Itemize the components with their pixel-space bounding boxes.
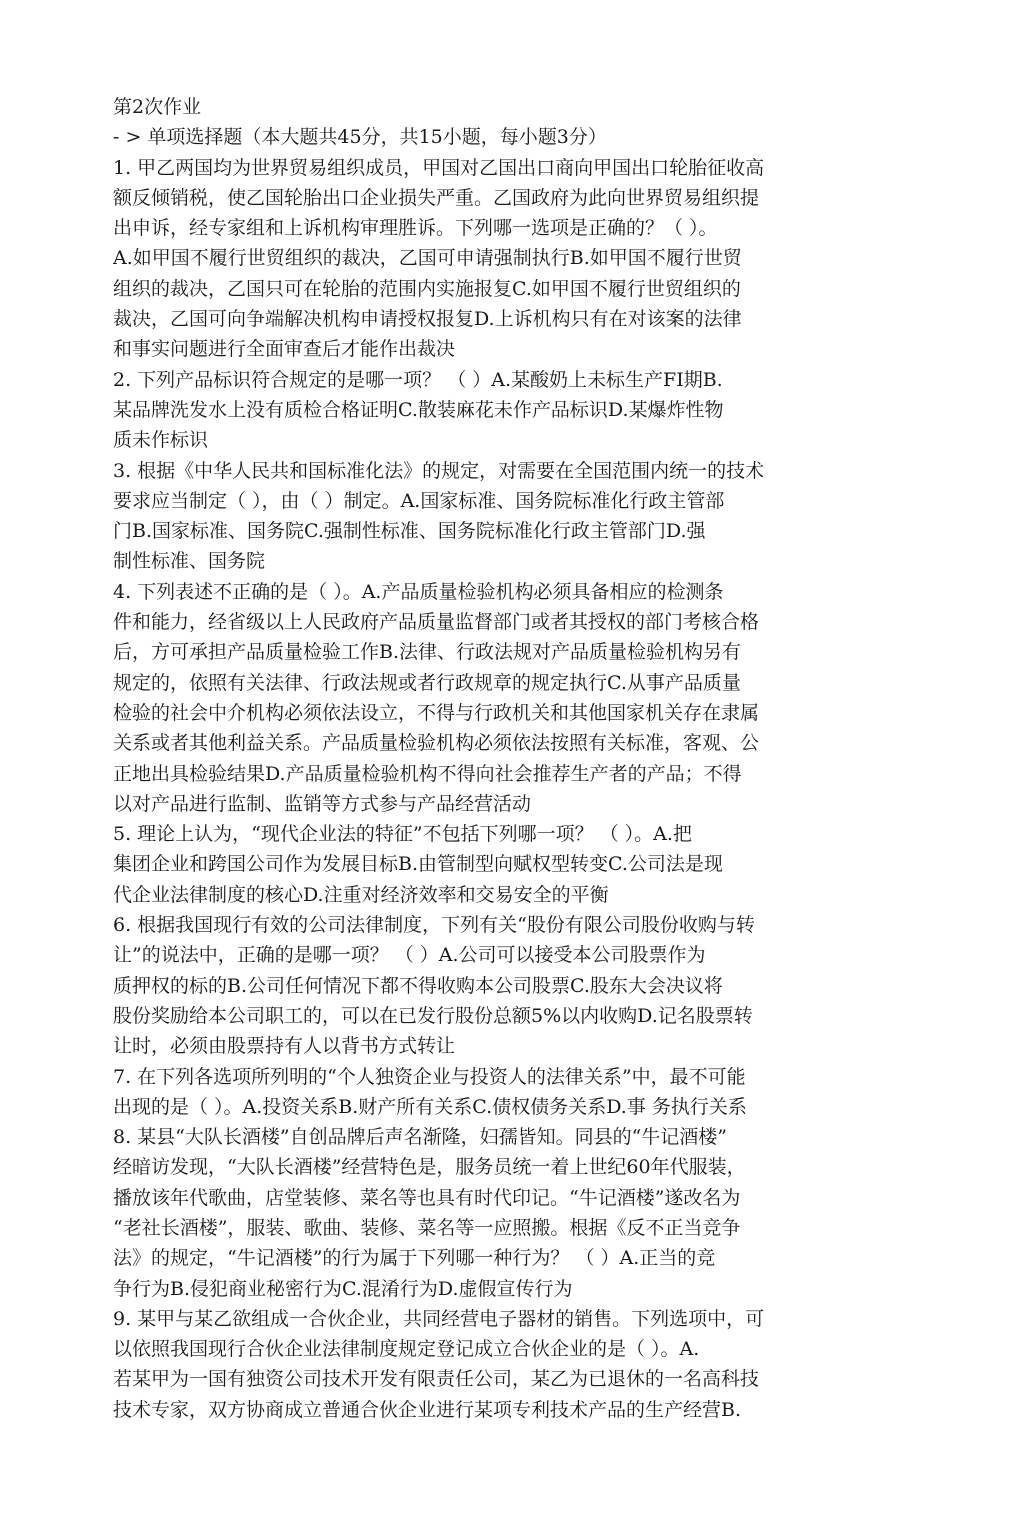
text-line: 以依照我国现行合伙企业法律制度规定登记成立合伙企业的是（ ）。A. — [113, 1338, 700, 1361]
text-line: 让”的说法中，正确的是哪一项？ （ ）A.公司可以接受本公司股票作为 — [113, 944, 706, 967]
text-line: 法》的规定，“牛记酒楼”的行为属于下列哪一种行为？ （ ）A.正当的竞 — [113, 1247, 716, 1270]
text-line: 组织的裁决，乙国只可在轮胎的范围内实施报复C.如甲国不履行世贸组织的 — [113, 277, 741, 300]
text-line: 出现的是（ ）。A.投资关系B.财产所有关系C.债权债务关系D.事 务执行关系 — [113, 1095, 747, 1118]
text-line: 5. 理论上认为，“现代企业法的特征”不包括下列哪一项？ （ ）。A.把 — [113, 823, 692, 846]
text-line: 9. 某甲与某乙欲组成一合伙企业，共同经营电子器材的销售。下列选项中，可 — [113, 1307, 765, 1330]
text-line: 2. 下列产品标识符合规定的是哪一项？ （ ）A.某酸奶上未标生产FI期B. — [113, 368, 723, 391]
text-line: 7. 在下列各选项所列明的“个人独资企业与投资人的法律关系”中，最不可能 — [113, 1065, 746, 1088]
text-line: 技术专家，双方协商成立普通合伙企业进行某项专利技术产品的生产经营B. — [113, 1398, 742, 1421]
text-line: 门B.国家标准、国务院C.强制性标准、国务院标准化行政主管部门D.强 — [113, 520, 706, 543]
text-line: 某品牌洗发水上没有质检合格证明C.散装麻花未作产品标识D.某爆炸性物 — [113, 398, 724, 421]
text-line: 8. 某县“大队长酒楼”自创品牌后声名渐隆，妇孺皆知。同县的“牛记酒楼” — [113, 1126, 728, 1149]
text-line: 质未作标识 — [113, 429, 209, 452]
text-line: 制性标准、国务院 — [113, 550, 266, 573]
document-page — [113, 92, 893, 1425]
text-line: 要求应当制定（ ），由（ ）制定。A.国家标准、国务院标准化行政主管部 — [113, 489, 725, 512]
text-line: 正地出具检验结果D.产品质量检验机构不得向社会推荐生产者的产品；不得 — [113, 762, 742, 785]
text-line: 经暗访发现，“大队长酒楼”经营特色是，服务员统一着上世纪60年代服装， — [113, 1156, 746, 1179]
document-title: 第2次作业 — [113, 96, 202, 118]
text-line: 以对产品进行监制、监销等方式参与产品经营活动 — [113, 792, 532, 815]
text-line: 出申诉，经专家组和上诉机构审理胜诉。下列哪一选项是正确的？（ ）。 — [113, 217, 718, 240]
text-line: 检验的社会中介机构必须依法设立，不得与行政机关和其他国家机关存在隶属 — [113, 701, 760, 724]
text-line: 规定的，依照有关法律、行政法规或者行政规章的规定执行C.从事产品质量 — [113, 671, 741, 694]
text-line: 代企业法律制度的核心D.注重对经济效率和交易安全的平衡 — [113, 883, 609, 906]
text-line: “老社长酒楼”，服装、歌曲、装修、菜名等一应照搬。根据《反不正当竞争 — [113, 1216, 741, 1239]
text-line: A.如甲国不履行世贸组织的裁决，乙国可申请强制执行B.如甲国不履行世贸 — [113, 247, 742, 270]
text-line: 裁决，乙国可向争端解决机构申请授权报复D.上诉机构只有在对该案的法律 — [113, 308, 742, 331]
text-line: 6. 根据我国现行有效的公司法律制度，下列有关“股份有限公司股份收购与转 — [113, 914, 755, 937]
text-line: 和事实问题进行全面审查后才能作出裁决 — [113, 338, 456, 361]
section-heading: - > 单项选择题（本大题共45分，共15小题，每小题3分） — [113, 126, 607, 149]
question-list — [113, 153, 893, 1425]
text-line: 关系或者其他利益关系。产品质量检验机构必须依法按照有关标准，客观、公 — [113, 732, 760, 755]
text-line: 质押权的标的B.公司任何情况下都不得收购本公司股票C.股东大会决议将 — [113, 974, 723, 997]
text-line: 股份奖励给本公司职工的，可以在已发行股份总额5%以内收购D.记名股票转 — [113, 1004, 753, 1027]
text-line: 若某甲为一国有独资公司技术开发有限责任公司，某乙为已退休的一名高科技 — [113, 1368, 760, 1391]
text-line: 4. 下列表述不正确的是（ ）。A.产品质量检验机构必须具备相应的检测条 — [113, 580, 724, 603]
text-line: 争行为B.侵犯商业秘密行为C.混淆行为D.虚假宣传行为 — [113, 1277, 573, 1300]
text-line: 额反倾销税，使乙国轮胎出口企业损失严重。乙国政府为此向世界贸易组织提 — [113, 186, 760, 209]
text-line: 播放该年代歌曲，店堂装修、菜名等也具有时代印记。“牛记酒楼”遂改名为 — [113, 1186, 741, 1209]
text-line: 让时，必须由股票持有人以背书方式转让 — [113, 1035, 456, 1058]
text-line: 集团企业和跨国公司作为发展目标B.由管制型向赋权型转变C.公司法是现 — [113, 853, 723, 876]
text-line: 1. 甲乙两国均为世界贸易组织成员，甲国对乙国出口商向甲国出口轮胎征收高 — [113, 156, 765, 179]
text-line: 后，方可承担产品质量检验工作B.法律、行政法规对产品质量检验机构另有 — [113, 641, 742, 664]
text-line: 件和能力，经省级以上人民政府产品质量监督部门或者其授权的部门考核合格 — [113, 611, 760, 634]
text-line: 3. 根据《中华人民共和国标准化法》的规定，对需要在全国范围内统一的技术 — [113, 459, 765, 482]
